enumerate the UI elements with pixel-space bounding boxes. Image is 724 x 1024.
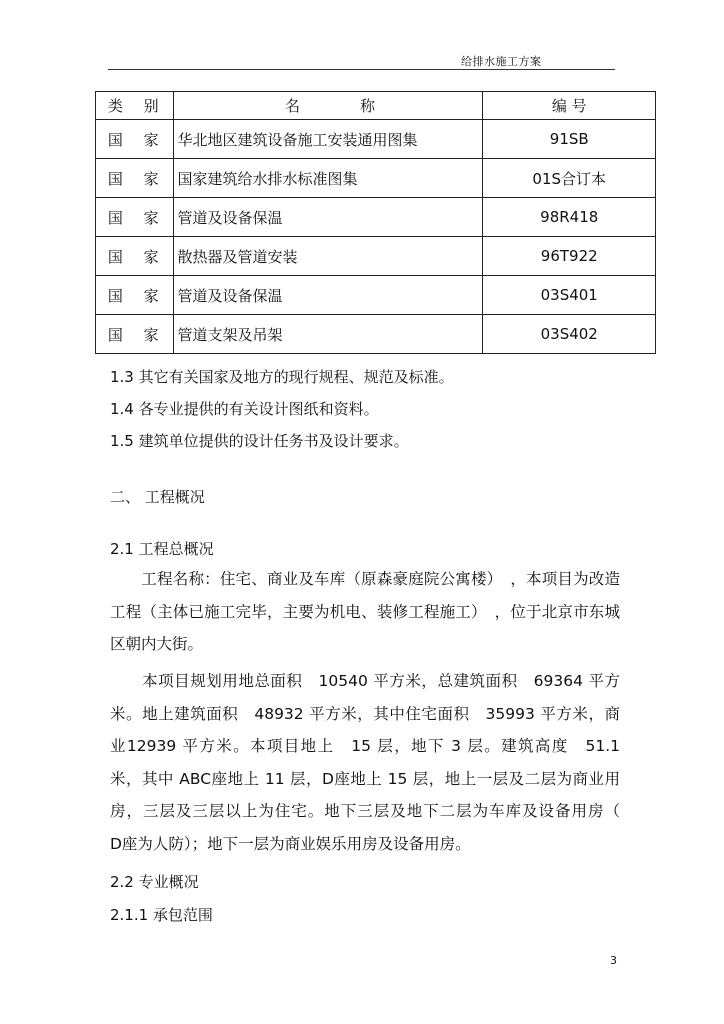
- row-name: 管道及设备保温: [173, 276, 483, 315]
- row-name: 管道及设备保温: [173, 198, 483, 237]
- page-number: 3: [610, 954, 617, 967]
- project-name-paragraph: 工程名称：住宅、商业及车库（原森豪庭院公寓楼） ，本项目为改造工程（主体已施工完毕，主要为机电、装修工程施工） ，位于北京市东城区朝内大街。: [110, 570, 620, 653]
- table-row: [96, 315, 656, 354]
- section-2-2-title: 2.2 专业概况: [110, 873, 199, 891]
- row-name: 管道支架及吊架: [173, 315, 483, 354]
- section-2-title: 二、 工程概况: [110, 488, 205, 506]
- row-category: 国 家: [96, 120, 174, 159]
- item-1-4: 1.4 各专业提供的有关设计图纸和资料。: [110, 400, 379, 418]
- column-header-name: 名 称: [173, 92, 483, 120]
- section-2-1-title: 2.1 工程总概况: [110, 540, 214, 558]
- header-rule: [108, 69, 615, 70]
- row-code: 98R418: [483, 198, 656, 237]
- row-code: 03S401: [483, 276, 656, 315]
- table-header-row: [96, 92, 656, 120]
- row-category: 国 家: [96, 237, 174, 276]
- row-category: 国 家: [96, 198, 174, 237]
- row-category: 国 家: [96, 276, 174, 315]
- column-header-category: 类 别: [96, 92, 174, 120]
- row-name: 华北地区建筑设备施工安装通用图集: [173, 120, 483, 159]
- table-row: [96, 120, 656, 159]
- standards-table: [95, 91, 656, 354]
- row-category: 国 家: [96, 315, 174, 354]
- column-header-code: 编 号: [483, 92, 656, 120]
- table-row: [96, 159, 656, 198]
- row-category: 国 家: [96, 159, 174, 198]
- section-2-1-1-title: 2.1.1 承包范围: [110, 906, 213, 924]
- row-name: 国家建筑给水排水标准图集: [173, 159, 483, 198]
- table-row: [96, 237, 656, 276]
- item-1-5: 1.5 建筑单位提供的设计任务书及设计要求。: [110, 432, 409, 450]
- table-row: [96, 198, 656, 237]
- project-area-paragraph: 本项目规划用地总面积 10540 平方米，总建筑面积 69364 平方米。地上建筑面积 48932 平方米，其中住宅面积 35993 平方米，商业12939 平方米。本项目地上 15 层，地下 3 层。建筑高度 51.1 米，其中 ABC座地上 11 层，D座地上 15 层，地上一层及二层为商业用房，三层及三层以上为住宅。地下三层及地下二层为车库及设备用房（ D座为人防）；地下一层为商业娱乐用房及设备用房。: [110, 672, 652, 853]
- item-1-3: 1.3 其它有关国家及地方的现行规程、规范及标准。: [110, 368, 454, 386]
- row-code: 91SB: [483, 120, 656, 159]
- row-code: 96T922: [483, 237, 656, 276]
- row-name: 散热器及管道安装: [173, 237, 483, 276]
- page-header-title: 给排水施工方案: [461, 55, 542, 68]
- row-code: 03S402: [483, 315, 656, 354]
- table-row: [96, 276, 656, 315]
- row-code: 01S合订本: [483, 159, 656, 198]
